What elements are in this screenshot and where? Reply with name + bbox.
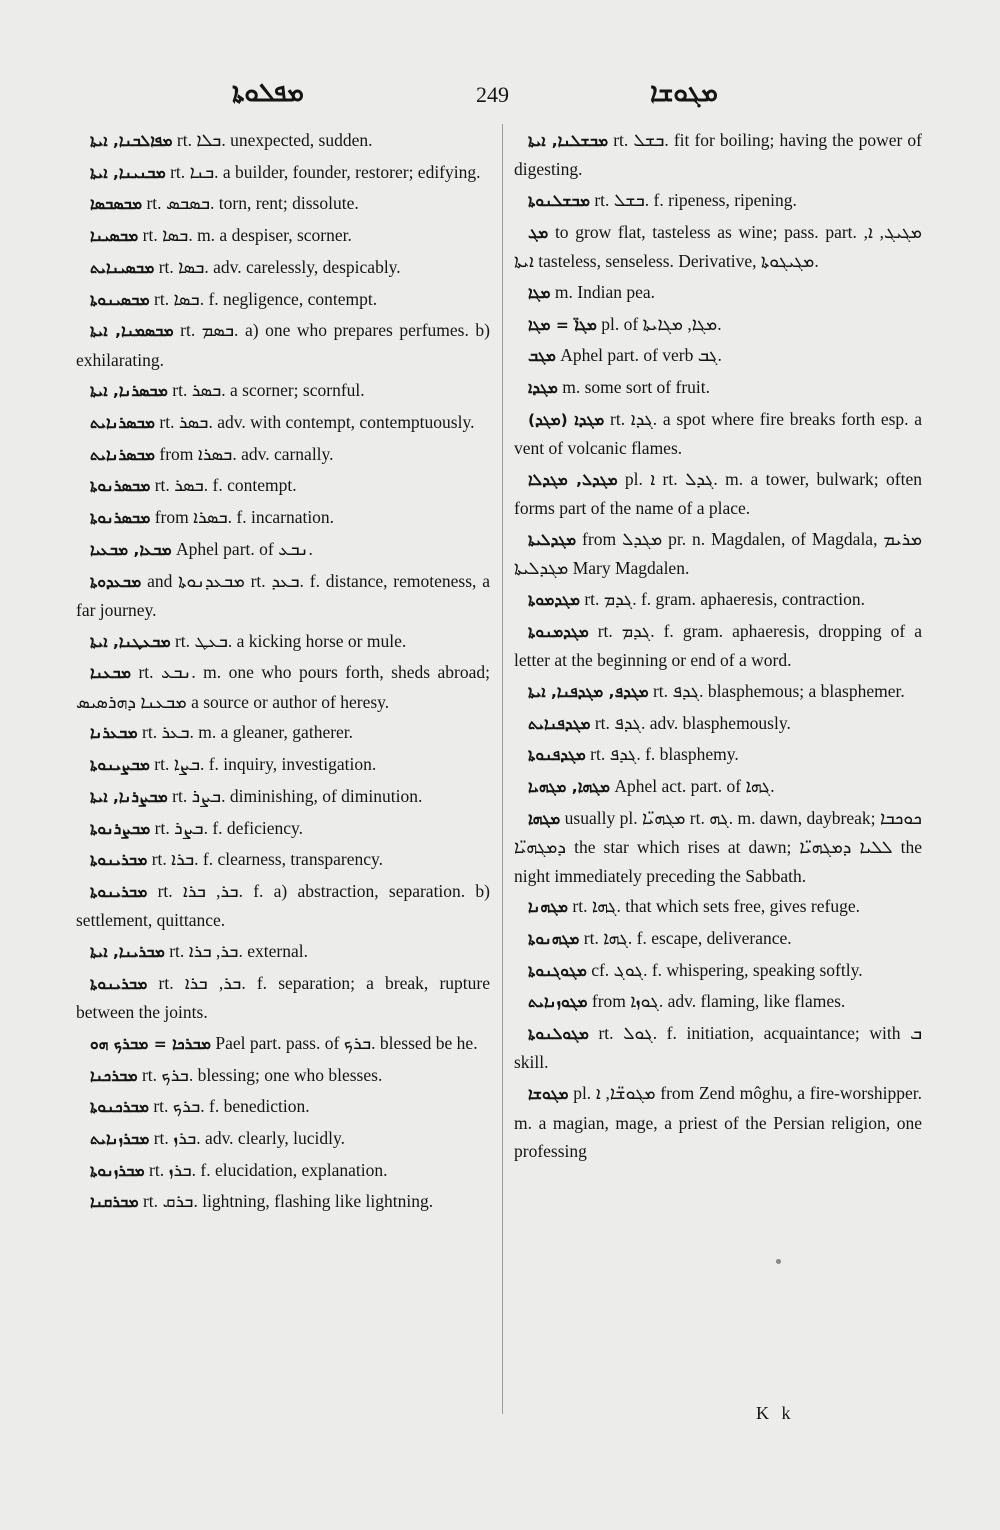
running-head — [0, 78, 1000, 118]
entry-definition: rt. ܒܨܪ. diminishing, of diminution. — [172, 785, 423, 806]
entry-headword: ܡܓܘܫܐ — [528, 1085, 569, 1104]
entry-definition: rt. ܒܪ, ܒܪܐ. f. separation; a break, rupture between the joints. — [76, 972, 490, 1023]
dictionary-entry — [514, 677, 922, 706]
dictionary-entry — [514, 1019, 922, 1077]
entry-headword: ܡܒܪܟܐ = ܡܒܪܟ ܗܘ — [90, 1034, 211, 1053]
dictionary-entry — [76, 937, 490, 966]
entry-definition: rt. ܒܠܐ. unexpected, sudden. — [176, 130, 373, 150]
entry-definition: m. some sort of fruit. — [562, 377, 711, 398]
entry-headword: ܡܒܪܝܢܐ, ܐܝܬܐ — [90, 943, 165, 962]
dictionary-entry — [514, 525, 922, 583]
signature-mark: K k — [756, 1403, 795, 1423]
dictionary-entry — [76, 969, 490, 1027]
entry-definition: rt. ܒܪܩ. lightning, flashing like lightning. — [142, 1191, 434, 1212]
dictionary-entry — [76, 189, 490, 218]
entry-headword: ܡܒܪܙܢܐܝܬ — [90, 1130, 150, 1149]
entry-definition: from ܡܓܕܠ pr. n. Magdalen, of Magdala, ܡܪܝܡ ܡܓܕܠܝܬܐ Mary Magdalen. — [514, 528, 923, 579]
entry-headword: ܡܓܐ̈ = ܡܓܐ — [528, 315, 597, 334]
dictionary-entry — [514, 709, 922, 738]
entry-headword: ܡܒܥܐ, ܡܒܥܝܐ — [90, 540, 172, 559]
dictionary-entry — [76, 718, 490, 747]
dictionary-entry — [514, 585, 922, 614]
entry-definition: rt. ܒܪ, ܒܪܐ. f. a) abstraction, separation. b) settlement, quittance. — [76, 880, 490, 931]
entry-headword: ܡܓܕܠܝܬܐ — [528, 530, 577, 549]
dictionary-entry — [76, 408, 490, 437]
entry-headword: ܡܒܥܪܢܐ — [90, 724, 138, 743]
dictionary-entry — [514, 218, 922, 276]
dictionary-entry — [514, 617, 922, 675]
entry-definition: usually pl. ܡܓܗܝ̈ܐ rt. ܓܗ. m. dawn, daybreak; ܟܘܟܒܐ ܕܡܓܗܝ̈ܐ the star which rises at dawn; ܠܠܝܐ ܕܡܓܗܝ̈ܐ the night immediately preceding the Sabbath. — [514, 807, 922, 886]
entry-definition: rt. ܒܪܟ. f. benediction. — [153, 1096, 310, 1117]
entry-headword: ܡܒܣܪܢܐܝܬ — [90, 414, 156, 433]
entry-headword: ܡܒܣܡܢܐ, ܐܝܬܐ — [90, 322, 174, 341]
entry-headword: ܡܓܗܐ — [528, 809, 561, 828]
page-number: 249 — [476, 82, 509, 107]
dictionary-entry — [76, 316, 490, 374]
dictionary-entry — [76, 1061, 490, 1090]
entry-headword: ܡܒܣܒܣܐ — [90, 195, 143, 214]
dictionary-entry — [76, 627, 490, 656]
entry-headword: ܡܒܪܩܢܐ — [90, 1193, 139, 1212]
dictionary-entry — [514, 465, 922, 523]
entry-headword: ܡܒܥܛܢܐ, ܐܝܬܐ — [90, 632, 171, 651]
entry-definition: rt. ܒܣܐ. adv. carelessly, despicably. — [158, 256, 401, 277]
entry-definition: m. Indian pea. — [554, 281, 656, 302]
entry-headword: ܡܓܕܦ, ܡܓܕܦܢܐ, ܐܝܬܐ — [528, 682, 649, 701]
dictionary-entry — [76, 782, 490, 811]
dictionary-entry — [76, 1029, 490, 1058]
entry-definition: rt. ܒܣܒܣ. torn, rent; dissolute. — [146, 193, 359, 214]
dictionary-entry — [514, 956, 922, 985]
entry-headword: ܡܒܥܕܘܬܐ — [90, 572, 142, 591]
entry-headword: ܡܒܪܝܢܘܬܐ — [90, 882, 148, 901]
entry-headword: ܡܓܘܙܢܐܝܬ — [528, 993, 588, 1012]
dictionary-entry — [76, 471, 490, 500]
dictionary-entry — [76, 126, 490, 155]
entry-definition: rt. ܓܘܠ. f. initiation, acquaintance; with ܒ skill. — [514, 1023, 923, 1073]
dictionary-entry — [76, 750, 490, 779]
dictionary-entry — [76, 1124, 490, 1153]
entry-definition: rt. ܒܣܐ. f. negligence, contempt. — [154, 288, 378, 309]
entry-headword: ܡܓܗܢܘܬܐ — [528, 929, 580, 948]
entry-headword: ܡܓܗܐ, ܡܓܗܝܐ — [528, 777, 610, 796]
entry-headword: ܡܓ — [528, 223, 549, 242]
entry-definition: rt. ܓܕܐ. a spot where fire breaks forth esp. a vent of volcanic flames. — [514, 408, 922, 459]
entry-definition: Aphel part. of ܢܒܥ. — [176, 538, 313, 559]
dictionary-entry — [514, 405, 922, 463]
entry-definition: rt. ܒܨܐ. f. inquiry, investigation. — [154, 754, 377, 775]
entry-definition: and ܡܒܥܕܢܘܬܐ rt. ܒܥܕ. f. distance, remoteness, a far journey. — [76, 570, 490, 620]
entry-definition: rt. ܒܣܐ. m. a despiser, scorner. — [142, 225, 352, 246]
entry-definition: Aphel part. of verb ܓܒ. — [560, 345, 722, 366]
entry-headword: ܡܓܕܡܢܘܬܐ — [528, 622, 589, 641]
entry-headword: ܡܒܣܝܢܐܝܬ — [90, 258, 155, 277]
dictionary-entry — [514, 310, 922, 339]
entry-definition: rt. ܒܣܡ. a) one who prepares perfumes. b) exhilarating. — [76, 320, 490, 370]
dictionary-entry — [514, 341, 922, 370]
entry-headword: ܡܦܐܠܒܢܐ, ܐܝܬܐ — [90, 132, 173, 150]
entry-definition: from ܒܣܪܐ. adv. carnally. — [159, 443, 334, 464]
dictionary-entry — [514, 987, 922, 1016]
dictionary-entry — [76, 285, 490, 314]
entry-definition: to grow flat, tasteless as wine; pass. part. ܡܓܝܓ, ܐ, ܐܝܬܐ tasteless, senseless. Derivative, ܡܓܝܓܘܬܐ. — [514, 221, 922, 272]
entry-definition: pl. ܡܓܘܫ̈ܐ, ܐ from Zend môghu, a fire-worshipper. m. a magian, mage, a priest of the Persian religion, one professing — [514, 1083, 923, 1161]
dictionary-entry — [76, 253, 490, 282]
entry-definition: rt. ܒܫܠ. f. ripeness, ripening. — [594, 190, 797, 211]
entry-headword: ܡܒܣܪܢܐܝܬ — [90, 445, 156, 464]
dictionary-entry — [76, 1156, 490, 1185]
entry-headword: ܡܓܘܠܢܘܬܐ — [528, 1025, 589, 1044]
entry-definition: rt. ܒܪܐ. f. clearness, transparency. — [151, 849, 383, 870]
entry-headword: ܡܒܢܝܢܐ, ܐܝܬܐ — [90, 163, 166, 182]
entry-headword: ܡܓܕܦܢܘܬܐ — [528, 746, 586, 765]
entry-definition: rt. ܒܣܪ. adv. with contempt, contemptuously. — [159, 412, 475, 433]
dictionary-entry — [76, 503, 490, 532]
entry-headword: ܡܒܥܢܐ — [90, 664, 131, 683]
dictionary-entry — [514, 804, 922, 890]
running-head-left: ܡܦܠܘܬܐ — [232, 78, 304, 108]
dictionary-entry — [514, 772, 922, 801]
dictionary-entry — [514, 126, 922, 184]
entry-definition: rt. ܒܥܛ. a kicking horse or mule. — [174, 630, 407, 651]
entry-definition: rt. ܒܪܙ. adv. clearly, lucidly. — [153, 1128, 345, 1149]
entry-definition: rt. ܓܗܐ. that which sets free, gives refuge. — [572, 896, 860, 917]
dictionary-entry — [76, 221, 490, 250]
dictionary-entry — [76, 158, 490, 187]
entry-headword: ܡܒܣܪܢܘܬܐ — [90, 509, 151, 528]
entry-definition: pl. of ܡܓܐ, ܡܓܐܝܬܐ. — [601, 313, 722, 334]
entry-headword: ܡܒܪܟܢܘܬܐ — [90, 1098, 149, 1117]
entry-definition: rt. ܓܕܡ. f. gram. aphaeresis, dropping of a letter at the beginning or end of a word. — [514, 620, 922, 671]
entry-headword: ܡܒܣܪܢܐ, ܐܝܬܐ — [90, 382, 168, 401]
entry-definition: rt. ܒܪܟ. blessing; one who blesses. — [141, 1064, 383, 1085]
entry-definition: rt. ܓܗܐ. f. escape, deliverance. — [583, 927, 792, 948]
entry-definition: rt. ܒܨܪ. f. deficiency. — [154, 817, 304, 838]
entry-headword: ܡܒܪܟܢܐ — [90, 1066, 138, 1085]
entry-definition: rt. ܢܒܥ. m. one who pours forth, sheds abroad; ܡܒܥܢܐ ܕܗܪܣܝܣ a source or author of heresy. — [76, 662, 490, 712]
entry-headword: ܡܓܘܓܢܘܬܐ — [528, 961, 587, 980]
entry-headword: ܡܒܣܪܢܘܬܐ — [90, 477, 151, 496]
entry-definition: cf. ܓܘܓ. f. whispering, speaking softly. — [591, 959, 863, 980]
entry-headword: ܡܒܨܪܢܐ, ܐܝܬܐ — [90, 787, 168, 806]
entry-definition: rt. ܓܕܦ. f. blasphemy. — [590, 744, 739, 765]
entry-headword: ܡܓܐ — [528, 283, 551, 302]
entry-headword: ܡܒܪܝܢܘܬܐ — [90, 851, 148, 870]
dictionary-entry — [514, 892, 922, 921]
entry-definition: rt. ܒܪܙ. f. elucidation, explanation. — [149, 1159, 388, 1180]
entry-definition: rt. ܓܕܦ. blasphemous; a blasphemer. — [652, 680, 905, 701]
dictionary-entry — [76, 814, 490, 843]
running-head-right: ܡܓܘܫܐ — [650, 78, 718, 108]
ink-speck — [776, 1259, 781, 1264]
entry-definition: Pael part. pass. of ܒܪܟ. blessed be he. — [215, 1032, 478, 1053]
dictionary-entry — [76, 845, 490, 874]
dictionary-entry — [514, 740, 922, 769]
entry-definition: rt. ܒܢܐ. a builder, founder, restorer; edifying. — [170, 161, 481, 182]
entry-definition: rt. ܒܣܪ. f. contempt. — [154, 475, 297, 496]
entry-headword: ܡܒܨܪܢܘܬܐ — [90, 819, 151, 838]
entry-definition: rt. ܒܪ, ܒܪܐ. external. — [169, 941, 308, 962]
entry-definition: rt. ܒܫܠ. fit for boiling; having the power of digesting. — [514, 130, 922, 180]
entry-headword: ܡܓܕܐ (ܡܓܕ) — [528, 410, 605, 429]
entry-definition: rt. ܒܣܪ. a scorner; scornful. — [172, 380, 365, 401]
entry-headword: ܡܒܫܠܢܐ, ܐܝܬܐ — [528, 132, 609, 150]
dictionary-entry — [76, 535, 490, 564]
dictionary-entry — [76, 658, 490, 716]
entry-definition: from ܓܘܙܐ. adv. flaming, like flames. — [591, 991, 846, 1012]
entry-definition: pl. ܐ rt. ܓܕܠ. m. a tower, bulwark; often forms part of the name of a place. — [514, 468, 922, 519]
entry-headword: ܡܒܫܠܢܘܬܐ — [528, 192, 590, 211]
entry-headword: ܡܓܒ — [528, 347, 556, 366]
entry-headword: ܡܓܕܦܢܐܝܬ — [528, 714, 591, 733]
dictionary-entry — [76, 1187, 490, 1216]
entry-definition: rt. ܒܥܪ. m. a gleaner, gatherer. — [142, 722, 354, 743]
entry-headword: ܡܓܕܡܘܬܐ — [528, 591, 580, 610]
entry-definition: rt. ܓܕܦ. adv. blasphemously. — [594, 712, 791, 733]
dictionary-entry — [514, 1079, 922, 1165]
entry-headword: ܡܒܪܝܢܘܬܐ — [90, 974, 148, 993]
entry-headword: ܡܓܗܢܐ — [528, 898, 568, 917]
dictionary-entry — [514, 186, 922, 215]
dictionary-entry — [76, 376, 490, 405]
entry-definition: Aphel act. part. of ܓܗܐ. — [614, 775, 775, 796]
entry-definition: rt. ܓܕܡ. f. gram. aphaeresis, contraction. — [584, 589, 865, 610]
left-column — [76, 126, 490, 1219]
dictionary-entry — [76, 1092, 490, 1121]
dictionary-entry — [514, 924, 922, 953]
entry-headword: ܡܓܕܠ, ܡܓܕܠܐ — [528, 470, 618, 489]
entry-headword: ܡܒܣܝܢܐ — [90, 227, 139, 246]
right-column — [514, 126, 922, 1168]
dictionary-entry — [76, 877, 490, 935]
entry-headword: ܡܓܕܐ — [528, 379, 558, 398]
column-divider — [502, 124, 503, 1414]
dictionary-entry — [514, 278, 922, 307]
entry-definition: from ܒܣܪܐ. f. incarnation. — [154, 507, 335, 528]
entry-headword: ܡܒܪܙܢܘܬܐ — [90, 1161, 145, 1180]
dictionary-entry — [76, 440, 490, 469]
dictionary-entry — [514, 373, 922, 402]
entry-headword: ܡܒܨܝܢܘܬܐ — [90, 756, 150, 775]
dictionary-entry — [76, 567, 490, 625]
entry-headword: ܡܒܣܝܢܘܬܐ — [90, 290, 150, 309]
